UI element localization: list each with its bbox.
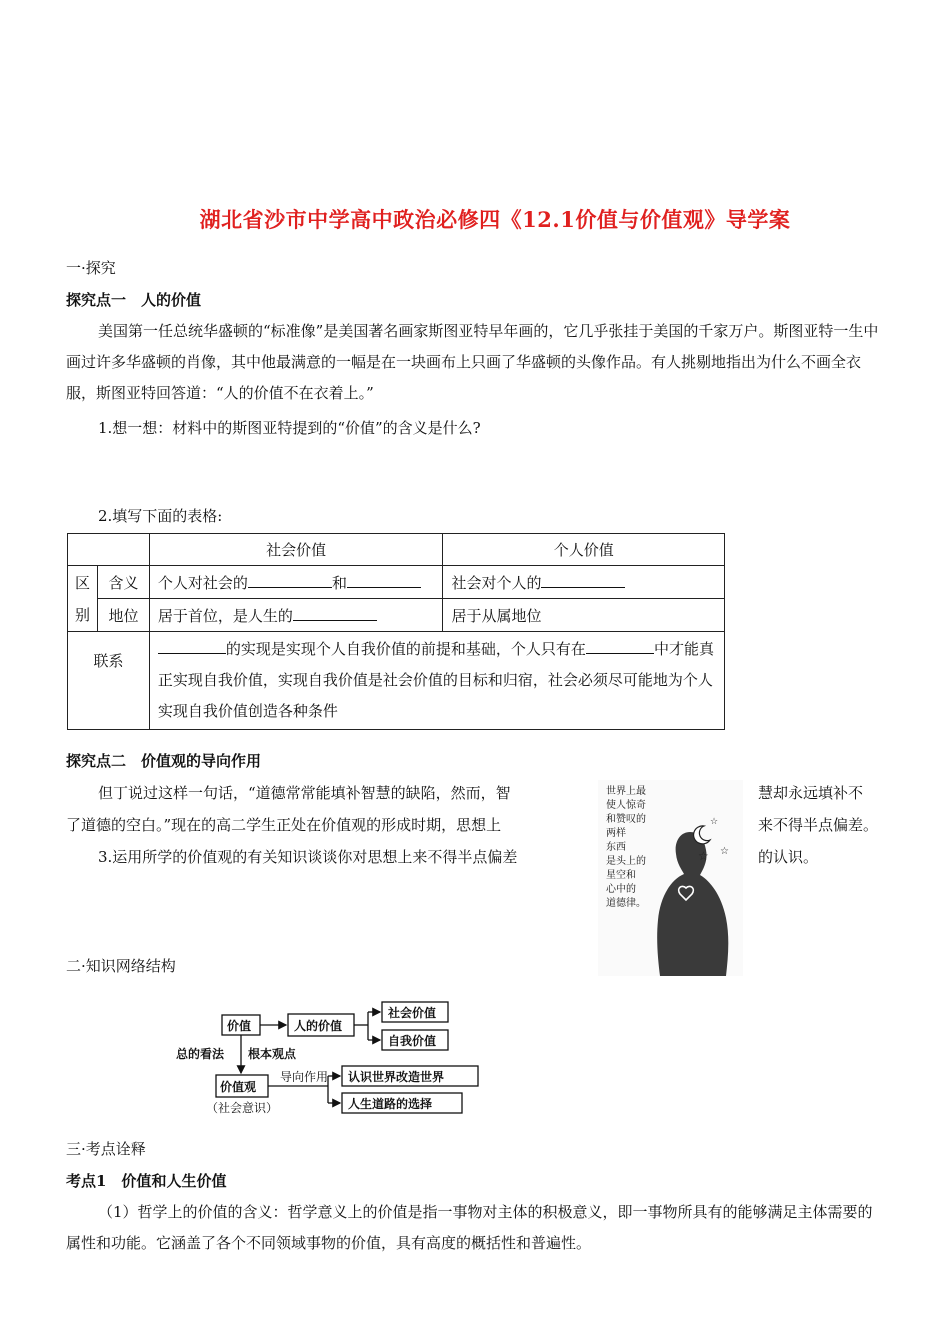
point2-heading: 探究点二 价值观的导向作用 (66, 752, 262, 770)
table-qubie-label (68, 566, 98, 632)
point2-line1-left: 但丁说过这样一句话，“道德常常能填补智慧的缺陷，然而，智 (98, 784, 511, 802)
label-know-world: 认识世界改造世界 (348, 1070, 445, 1084)
blank[interactable] (347, 573, 421, 588)
handwriting-line: 心中的 (606, 884, 636, 895)
point2-line2-left: 了道德的空白。”现在的高二学生正处在价值观的形成时期，思想上 (66, 816, 502, 834)
point2-line1-right: 慧却永远填补不 (758, 784, 864, 802)
point2-line2-right: 来不得半点偏差。 (758, 816, 879, 834)
label-values-view: 价值观 (220, 1080, 257, 1094)
blank[interactable] (293, 606, 377, 621)
star-icon: ☆ (698, 849, 709, 863)
table-row1-label: 含义 (97, 566, 149, 599)
handwriting-line: 世界上最 (606, 786, 646, 797)
table-lianxi-label: 联系 (68, 632, 150, 730)
document-title: 湖北省沙市中学高中政治必修四《12.1价值与价值观》导学案 (199, 207, 791, 232)
question-1: 1.想一想：材料中的斯图亚特提到的“价值”的含义是什么? (98, 419, 481, 437)
table-row1-personal (443, 566, 725, 599)
blank[interactable] (586, 639, 654, 654)
point2-line3-right: 的认识。 (758, 848, 819, 866)
label-self-value: 自我价值 (388, 1034, 437, 1048)
point1-heading: 探究点一 人的价值 (66, 291, 202, 309)
row1-personal: 社会对个人的 (451, 573, 542, 592)
handwriting-line: 两样 (606, 828, 626, 839)
label-life-path: 人生道路的选择 (348, 1097, 433, 1111)
kaodian1-paragraph: （1）哲学上的价值的含义：哲学意义上的价值是指一事物对主体的积极意义，即一事物所具有的能够满足主体需要的属性和功能。它涵盖了各个不同领域事物的价值，具有高度的概括性和普遍性。 (66, 1203, 873, 1252)
section1-heading: 一·探究 (66, 259, 116, 277)
table-header-social: 社会价值 (149, 534, 443, 566)
blank[interactable] (541, 573, 625, 588)
table-row2-label: 地位 (97, 599, 149, 632)
label-guiding-role: 导向作用 (280, 1070, 329, 1084)
lianxi-a: 的实现是实现个人自我价值的前提和基础，个人只有在 (225, 640, 586, 658)
handwriting-line: 和赞叹的 (606, 814, 646, 825)
table-corner (68, 534, 150, 566)
label-social-value: 社会价值 (388, 1006, 437, 1020)
section2-heading: 二·知识网络结构 (66, 957, 176, 975)
star-icon: ☆ (720, 846, 729, 857)
label-basic-view: 根本观点 (248, 1047, 297, 1061)
table-row1-social (149, 566, 443, 599)
table-row2-personal: 居于从属地位 (443, 599, 725, 632)
row2-social: 居于首位，是人生的 (157, 606, 293, 625)
label-overall-view: 总的看法 (176, 1047, 225, 1061)
blank[interactable] (248, 573, 332, 588)
kaodian1-heading: 考点1 价值和人生价值 (66, 1172, 227, 1190)
handwriting-line: 东西 (606, 842, 626, 853)
table-header-personal: 个人价值 (443, 534, 725, 566)
handwriting-line: 星空和 (606, 870, 636, 881)
row1-social-a: 个人对社会的 (157, 573, 248, 592)
silhouette-illustration (598, 780, 743, 976)
label-social-consciousness: （社会意识） (206, 1101, 279, 1115)
label-human-value: 人的价值 (294, 1019, 343, 1033)
row1-social-b: 和 (331, 573, 347, 592)
handwriting-line: 道德律。 (606, 898, 646, 909)
section3-heading: 三·考点诠释 (66, 1140, 146, 1158)
label-value: 价值 (227, 1019, 252, 1033)
point1-paragraph: 美国第一任总统华盛顿的“标准像”是美国著名画家斯图亚特早年画的，它几乎张挂于美国的千家万户。斯图亚特一生中画过许多华盛顿的肖像，其中他最满意的一幅是在一块画布上只画了华盛顿的头像作品。有人挑剔地指出为什么不画全衣服，斯图亚特回答道：“人的价值不在衣着上。” (66, 322, 879, 402)
lianxi-b: 中才能真正实现自我价值，实现自我价值是社会价值的目标和归宿，社会必须尽可能地为个人实现自我价值创造各种条件 (157, 640, 714, 720)
star-icon: ☆ (710, 817, 719, 827)
blank[interactable] (158, 639, 226, 654)
table-lianxi-content (149, 632, 724, 730)
question-3: 3.运用所学的价值观的有关知识谈谈你对思想上来不得半点偏差 (98, 848, 518, 866)
handwriting-line: 使人惊奇 (606, 800, 646, 811)
handwriting-line: 是头上的 (606, 856, 646, 867)
qubie-text: 区别 (74, 573, 90, 624)
value-comparison-table (67, 533, 725, 730)
knowledge-network-diagram (170, 995, 490, 1119)
table-row2-social (149, 599, 443, 632)
question-2: 2.填写下面的表格: (98, 507, 223, 525)
